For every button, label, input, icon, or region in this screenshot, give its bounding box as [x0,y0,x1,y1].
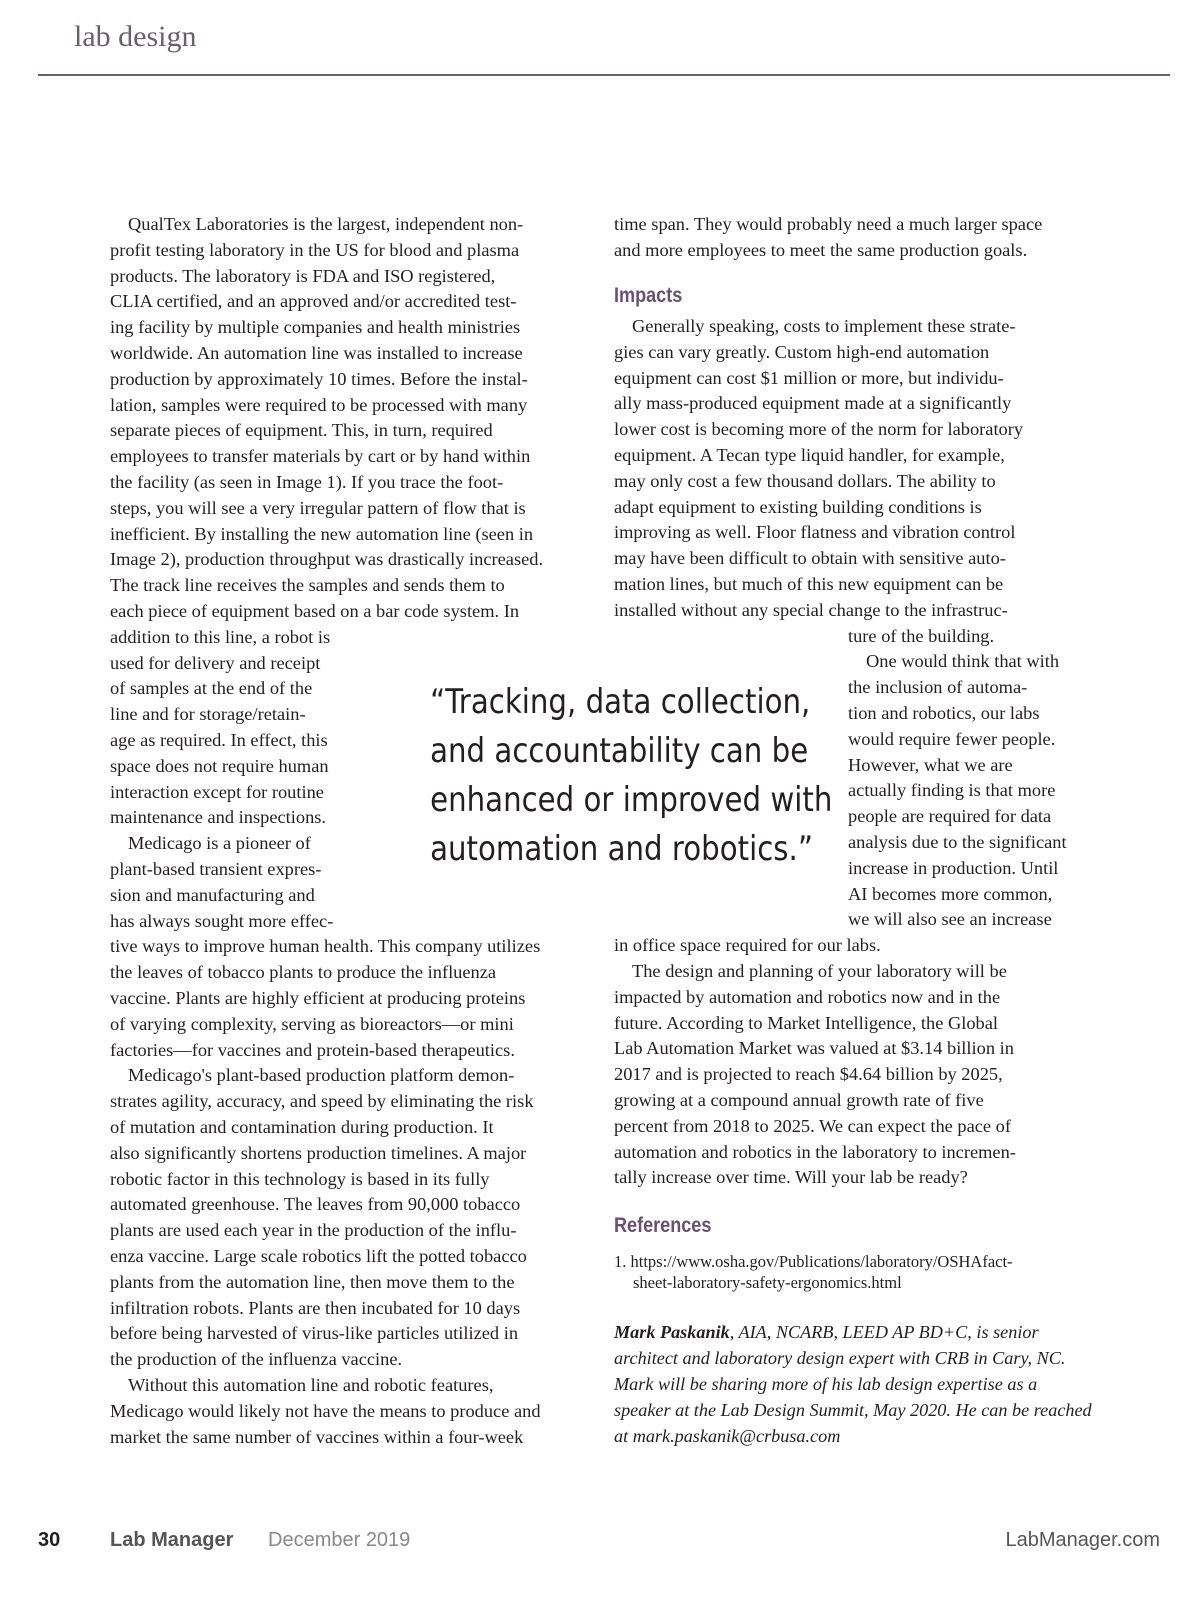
text-line: production by approximately 10 times. Before the instal- [110,368,528,389]
text-line: future. According to Market Intelligence, the Global [614,1012,999,1033]
text-line: adapt equipment to existing building conditions is [614,496,982,517]
text-line: equipment can cost $1 million or more, but individu- [614,367,1004,388]
page-number: 30 [38,1529,61,1551]
pull-quote-line: “Tracking, data collection, [430,682,811,722]
text-line: inefficient. By installing the new automation line (seen in [110,523,534,544]
text-line: age as required. In effect, this [110,730,328,750]
text-line: lower cost is becoming more of the norm for laboratory [614,419,1024,440]
text-line: installed without any special change to the infrastruc- [614,599,1008,620]
text-line: Image 2), production throughput was drastically increased. [110,549,544,570]
text-line: steps, you will see a very irregular pattern of flow that is [110,497,526,518]
text-line: Medicago's plant-based production platform demon- [128,1065,515,1086]
text-line: Medicago is a pioneer of [128,833,311,854]
text-line: of varying complexity, serving as bioreactors—or mini [110,1013,514,1034]
text-line: the facility (as seen in Image 1). If you trace the foot- [110,472,504,492]
text-line: One would think that with [866,651,1060,672]
author-bio-line [614,1322,1039,1343]
text-line: infiltration robots. Plants are then incubated for 10 days [110,1297,521,1318]
impacts-heading: Impacts [614,284,683,307]
text-line: Medicago would likely not have the means to produce and [110,1400,541,1421]
text-line: the inclusion of automa- [848,677,1028,698]
text-line: employees to transfer materials by cart or by hand within [110,446,531,467]
text-line: time span. They would probably need a much larger space [614,214,1043,234]
text-line: in office space required for our labs. [614,935,881,956]
text-line: before being harvested of virus-like particles utilized in [110,1323,519,1344]
text-line: gies can vary greatly. Custom high-end automation [614,341,990,362]
text-line: plants are used each year in the production of the influ- [110,1220,517,1241]
text-line: percent from 2018 to 2025. We can expect the pace of [614,1115,1011,1136]
text-line: also significantly shortens production timelines. A major [110,1142,527,1163]
text-line: tally increase over time. Will your lab be ready? [614,1167,968,1188]
text-line: impacted by automation and robotics now and in the [614,986,1001,1007]
text-line: of samples at the end of the [110,678,313,699]
text-line: each piece of equipment based on a bar code system. In [110,601,520,621]
text-line: has always sought more effec- [110,910,334,931]
text-line: Lab Automation Market was valued at $3.14 billion in [614,1038,1014,1059]
author-bio-line: Mark will be sharing more of his lab design expertise as a [614,1374,1038,1394]
text-line: The track line receives the samples and sends them to [110,575,505,596]
text-line: strates agility, accuracy, and speed by eliminating the risk [110,1091,534,1112]
author-email[interactable]: at mark.paskanik@crbusa.com [614,1426,841,1446]
author-bio-line: speaker at the Lab Design Summit, May 2020. He can be reached [614,1400,1092,1420]
pull-quote-line: automation and robotics.” [430,829,813,869]
text-line: vaccine. Plants are highly efficient at producing proteins [110,988,526,1008]
text-line: analysis due to the significant [848,832,1067,852]
text-line: 2017 and is projected to reach $4.64 billion by 2025, [614,1064,1003,1085]
text-line: AI becomes more common, [848,883,1053,904]
text-line: improving as well. Floor flatness and vibration control [614,522,1016,543]
text-line: market the same number of vaccines within a four-week [110,1426,524,1447]
text-line: automated greenhouse. The leaves from 90,000 tobacco [110,1194,521,1215]
text-line: profit testing laboratory in the US for blood and plasma [110,239,520,260]
text-line: line and for storage/retain- [110,704,306,725]
text-line: actually finding is that more [848,780,1056,801]
reference-item-cont[interactable]: sheet-laboratory-safety-ergonomics.html [633,1273,902,1292]
text-line: the production of the influenza vaccine. [110,1349,403,1370]
text-line: and more employees to meet the same production goals. [614,239,1028,260]
section-title: lab design [74,20,197,53]
text-line: the leaves of tobacco plants to produce the influenza [110,962,497,983]
text-line: maintenance and inspections. [110,807,327,828]
text-line: of mutation and contamination during production. It [110,1117,494,1137]
text-line: QualTex Laboratories is the largest, independent non- [128,214,524,234]
text-line: people are required for data [848,806,1052,827]
pull-quote [430,678,833,874]
text-line: addition to this line, a robot is [110,626,331,647]
text-line: used for delivery and receipt [110,652,321,673]
text-line: mation lines, but much of this new equipment can be [614,574,1004,594]
text-line: Generally speaking, costs to implement these strate- [632,316,1016,336]
text-line: factories—for vaccines and protein-based therapeutics. [110,1039,515,1060]
text-line: separate pieces of equipment. This, in turn, required [110,420,493,441]
reference-item[interactable]: 1. https://www.osha.gov/Publications/laboratory/OSHAfact- [614,1252,1013,1271]
text-line: lation, samples were required to be processed with many [110,394,528,415]
text-line: Without this automation line and robotic features, [128,1375,494,1395]
text-line: plants from the automation line, then move them to the [110,1271,515,1292]
text-line: worldwide. An automation line was installed to increase [110,343,523,363]
magazine-name: Lab Manager [110,1529,234,1551]
text-line: automation and robotics in the laboratory to incremen- [614,1141,1016,1162]
text-line: sion and manufacturing and [110,884,315,905]
text-line: may only cost a few thousand dollars. The ability to [614,470,996,491]
header-rule [38,74,1170,76]
text-line: products. The laboratory is FDA and ISO registered, [110,265,496,286]
text-line: equipment. A Tecan type liquid handler, for example, [614,445,1005,465]
text-line: enza vaccine. Large scale robotics lift the potted tobacco [110,1246,527,1266]
bio-text: , AIA, NCARB, LEED AP BD+C, is senior [729,1322,1039,1342]
text-line: CLIA certified, and an approved and/or accredited test- [110,291,517,312]
text-line: increase in production. Until [848,857,1059,878]
text-line: would require fewer people. [848,728,1056,749]
text-line: The design and planning of your laboratory will be [632,961,1007,981]
text-line: growing at a compound annual growth rate of five [614,1090,984,1110]
author-bio-line: architect and laboratory design expert with CRB in Cary, NC. [614,1348,1066,1368]
text-line: may have been difficult to obtain with sensitive auto- [614,548,1006,569]
issue-date: December 2019 [268,1529,411,1551]
text-line: robotic factor in this technology is based in its fully [110,1168,490,1189]
text-line: space does not require human [110,755,329,776]
text-line: ture of the building. [848,625,995,646]
text-line: tive ways to improve human health. This company utilizes [110,936,541,957]
references-heading: References [614,1214,712,1237]
text-line: we will also see an increase [848,909,1052,930]
text-line: ing facility by multiple companies and health ministries [110,317,521,338]
pull-quote-line: and accountability can be [430,731,809,771]
text-line: interaction except for routine [110,781,324,802]
text-line: plant-based transient expres- [110,859,322,879]
pull-quote-line: enhanced or improved with [430,780,833,820]
text-line: tion and robotics, our labs [848,703,1040,723]
text-line: However, what we are [848,754,1013,775]
author-name: Mark Paskanik [614,1322,730,1342]
website-link[interactable]: LabManager.com [1005,1529,1160,1551]
text-line: ally mass-produced equipment made at a significantly [614,393,1012,414]
